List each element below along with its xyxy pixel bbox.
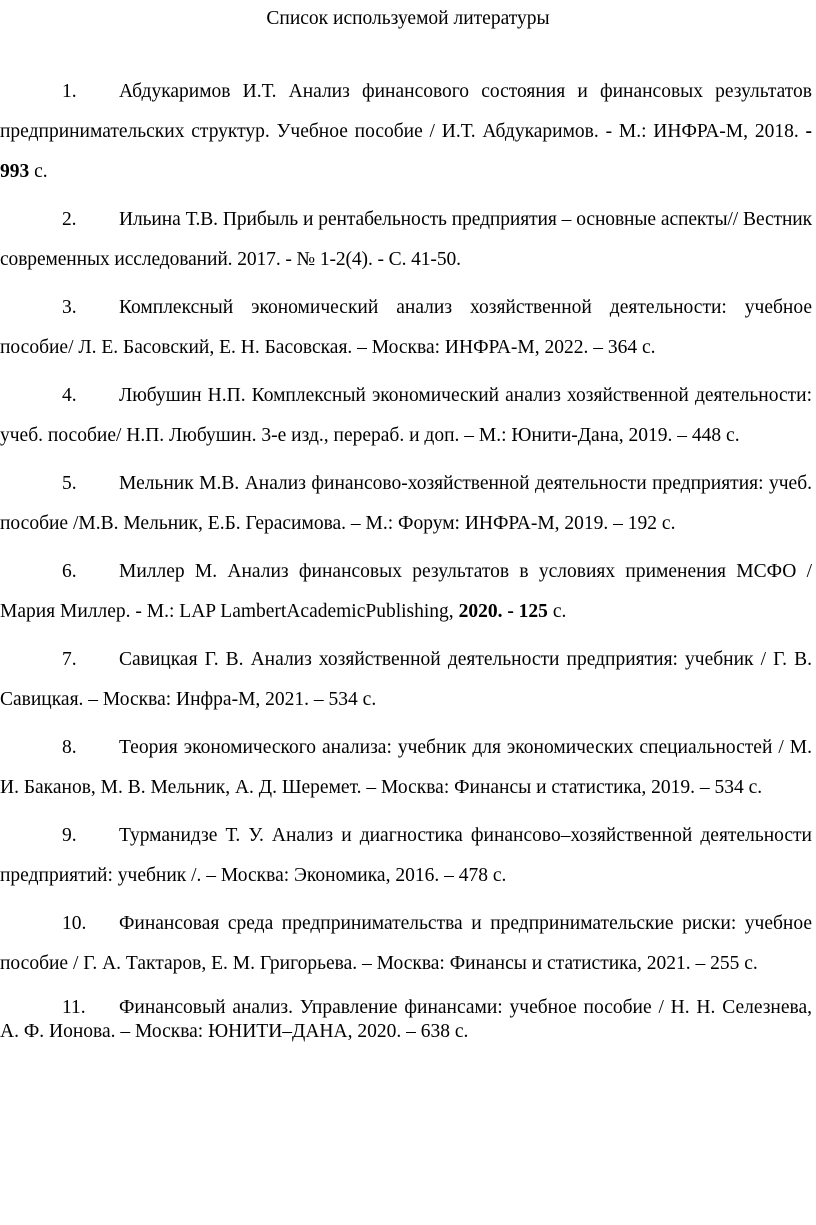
reference-number: 4. <box>62 385 77 406</box>
reference-text: Любушин Н.П. Комплексный экономический анализ хозяйственной деятельности: учеб. пособие/ Н.П. Любушин. 3-е изд., перераб. и доп. – М.: Юнити-Дана, 2019. – 448 с. <box>0 385 812 446</box>
reference-number: 1. <box>62 81 77 102</box>
reference-pages-bold: - 993 <box>0 121 812 182</box>
reference-text: Финансовый анализ. Управление финансами: учебное пособие / Н. Н. Селезнева, А. Ф. Ионова. – Москва: ЮНИТИ–ДАНА, 2020. – 638 с. <box>0 997 812 1042</box>
reference-number: 11. <box>62 997 86 1018</box>
reference-number: 2. <box>62 209 77 230</box>
reference-text-tail: с. <box>547 601 567 622</box>
reference-text: Миллер М. Анализ финансовых результатов в условиях применения МСФО / Мария Миллер. - М.: LAP LambertAcademicPublishing, <box>0 561 812 622</box>
reference-list <box>0 72 812 1052</box>
reference-text: Ильина Т.В. Прибыль и рентабельность предприятия – основные аспекты// Вестник современных исследований. 2017. - № 1-2(4). - С. 41-50. <box>0 209 812 270</box>
reference-text: Савицкая Г. В. Анализ хозяйственной деятельности предприятия: учебник / Г. В. Савицкая. – Москва: Инфра-М, 2021. – 534 с. <box>0 649 812 710</box>
reference-item <box>0 464 812 544</box>
reference-text: Мельник М.В. Анализ финансово-хозяйственной деятельности предприятия: учеб. пособие /М.В. Мельник, Е.Б. Герасимова. – М.: Форум: ИНФРА-М, 2019. – 192 с. <box>0 473 812 534</box>
reference-year-pages-bold: 2020. - 125 <box>458 601 548 622</box>
reference-number: 7. <box>62 649 77 670</box>
reference-text: Турманидзе Т. У. Анализ и диагностика финансово–хозяйственной деятельности предприятий: учебник /. – Москва: Экономика, 2016. – 478 с. <box>0 825 812 886</box>
page-title: Список используемой литературы <box>266 8 550 29</box>
reference-item <box>0 288 812 368</box>
reference-text: Абдукаримов И.Т. Анализ финансового состояния и финансовых результатов предпринимательских структур. Учебное пособие / И.Т. Абдукаримов. - М.: ИНФРА-М, 2018. <box>0 81 812 142</box>
reference-number: 9. <box>62 825 77 846</box>
reference-number: 6. <box>62 561 77 582</box>
reference-item <box>0 816 812 896</box>
reference-text-tail: с. <box>29 161 48 182</box>
reference-item <box>0 200 812 280</box>
reference-text: Теория экономического анализа: учебник для экономических специальностей / М. И. Баканов, М. В. Мельник, А. Д. Шеремет. – Москва: Финансы и статистика, 2019. – 534 с. <box>0 737 812 798</box>
reference-item <box>0 640 812 720</box>
reference-item <box>0 376 812 456</box>
reference-text: Финансовая среда предпринимательства и предпринимательские риски: учебное пособие / Г. А. Тактаров, Е. М. Григорьева. – Москва: Финансы и статистика, 2021. – 255 с. <box>0 913 812 974</box>
reference-item <box>0 552 812 632</box>
reference-number: 8. <box>62 737 77 758</box>
reference-item <box>0 728 812 808</box>
reference-item <box>0 72 812 192</box>
reference-number: 10. <box>62 913 87 934</box>
reference-item <box>0 904 812 984</box>
reference-number: 3. <box>62 297 77 318</box>
reference-number: 5. <box>62 473 77 494</box>
reference-item <box>0 996 812 1044</box>
reference-text: Комплексный экономический анализ хозяйственной деятельности: учебное пособие/ Л. Е. Басовский, Е. Н. Басовская. – Москва: ИНФРА-М, 2022. – 364 с. <box>0 297 812 358</box>
